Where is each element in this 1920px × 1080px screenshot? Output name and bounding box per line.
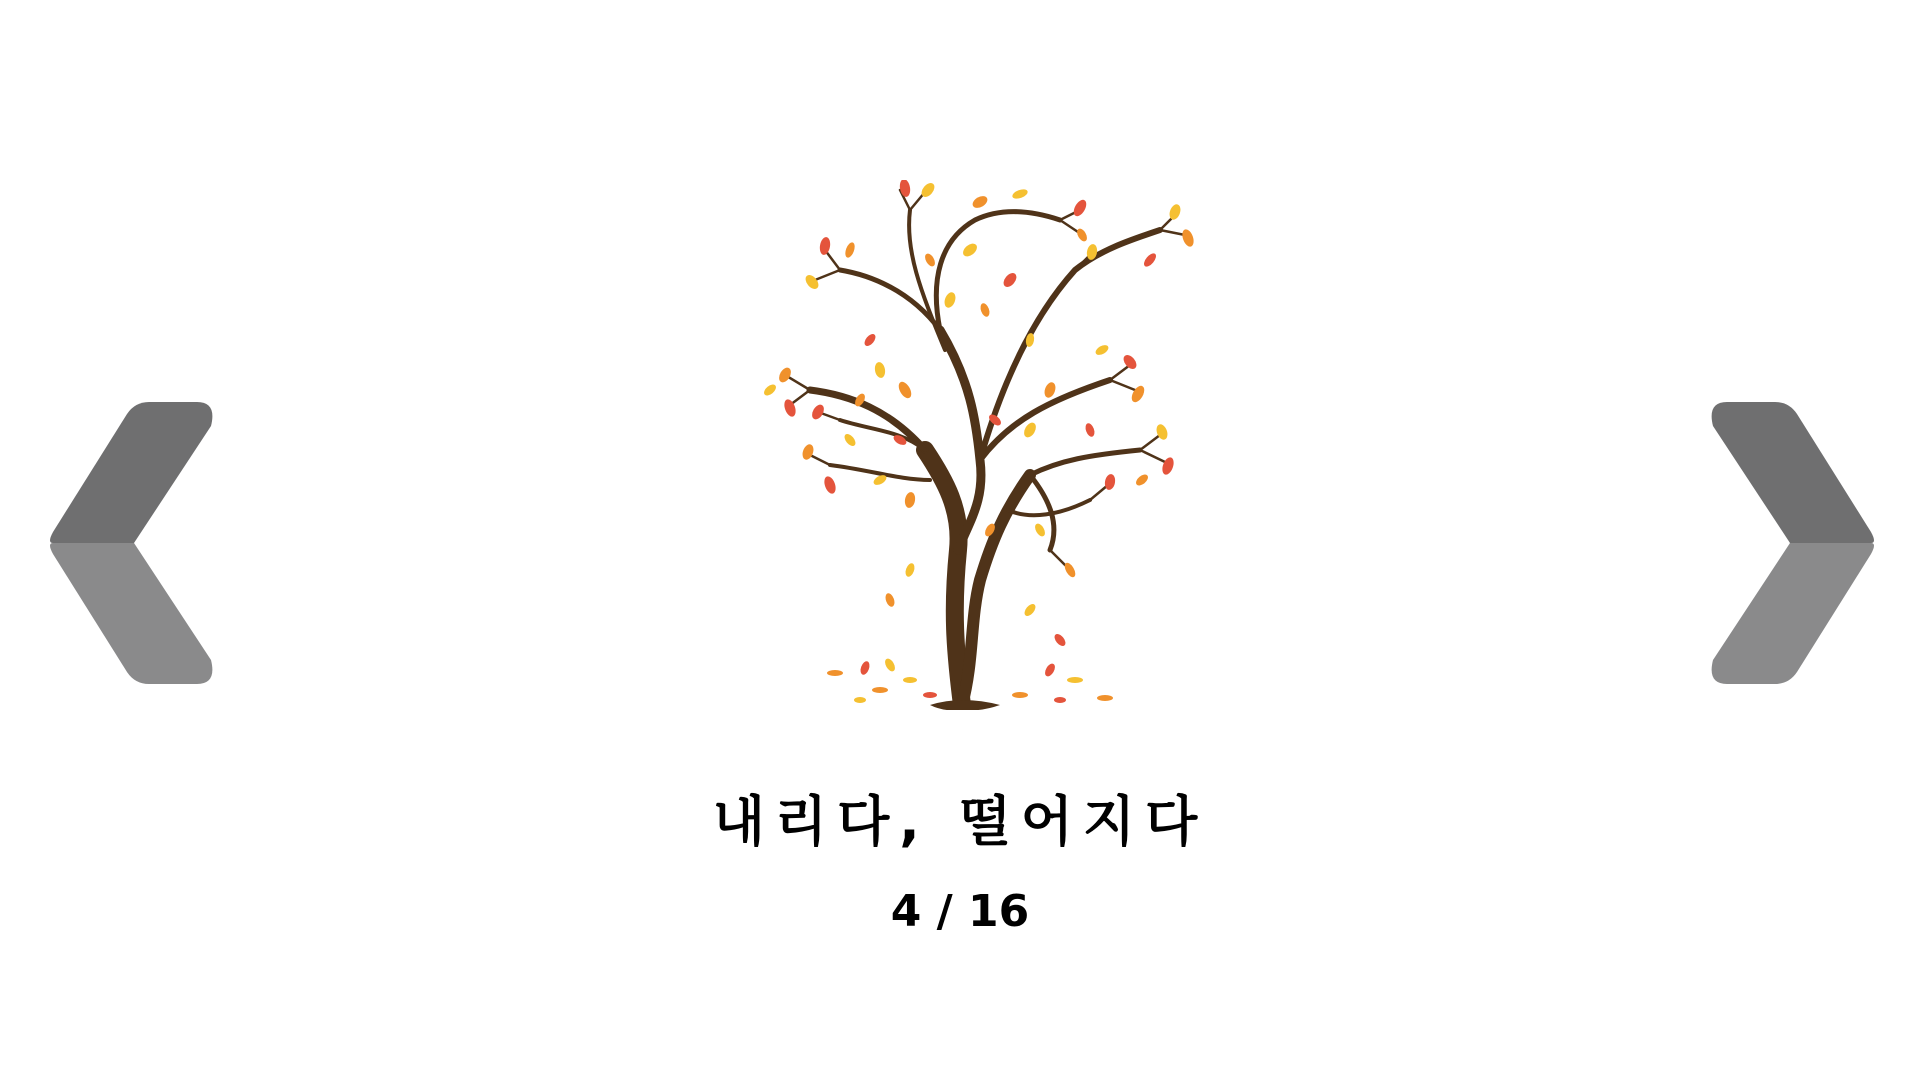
vocabulary-word: 내리다, 떨어지다 (712, 790, 1208, 853)
slide-counter: 4 / 16 (890, 886, 1030, 937)
next-button[interactable] (1709, 402, 1875, 684)
autumn-tree-icon (730, 180, 1200, 710)
autumn-tree-illustration (730, 180, 1200, 710)
prev-button[interactable] (49, 402, 215, 684)
chevron-left-icon (49, 402, 215, 684)
chevron-right-icon (1709, 402, 1875, 684)
